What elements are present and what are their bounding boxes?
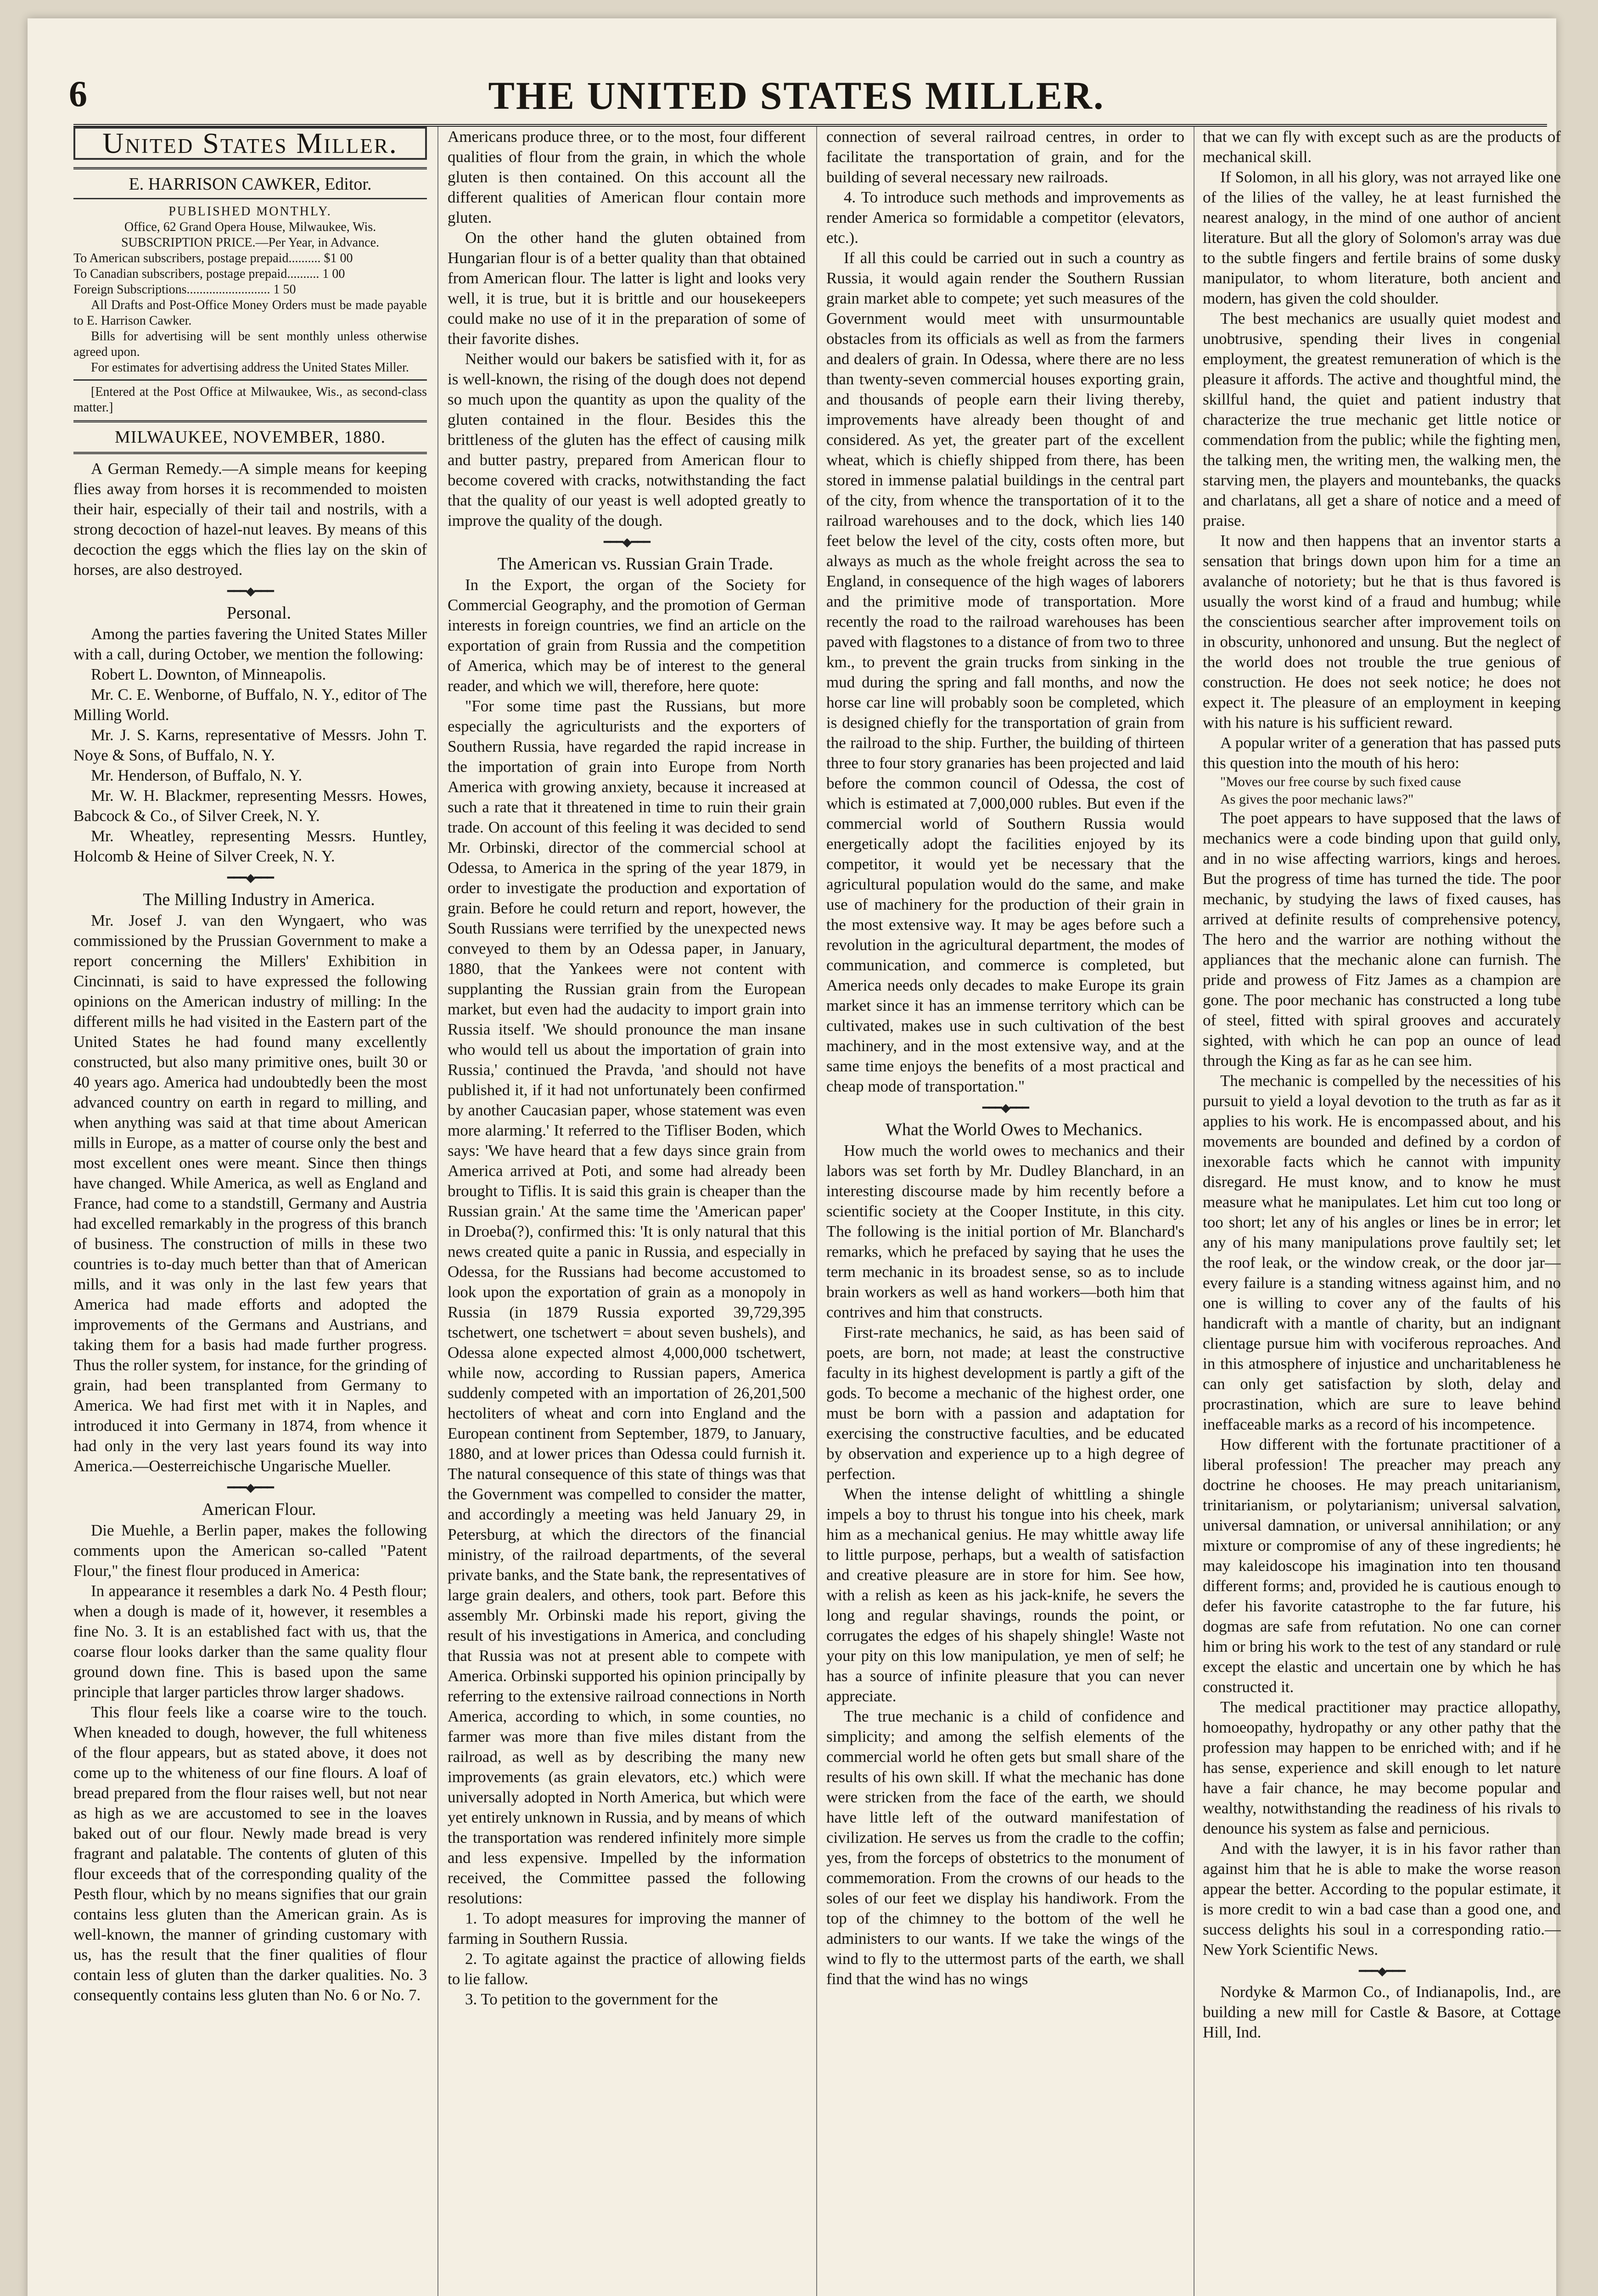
personal-item: Mr. C. E. Wenborne, of Buffalo, N. Y., editor of The Milling World. (73, 686, 427, 724)
article-paragraph: The poet appears to have supposed that the laws of mechanics were a code binding upon that guild only, and in no wise affecting warriors, kings and heroes. But the progress of time has turned the tide. The poor mechanic, by studying the laws of fixed causes, has arrived at definite results of comprehensive potency, The hero and the warrior are nothing without the appliances that the mechanic alone can furnish. The pride and prowess of Fitz James as a champion are gone. The poor mechanic has constructed a long tube of steel, fitted with spiral grooves and accurately sighted, with which he can pop an ounce of lead through the King as far as he can see him. (1203, 809, 1561, 1069)
article-paragraph: The mechanic is compelled by the necessities of his pursuit to yield a loyal devotion to the truth as far as it applies to his work. He is encompassed about, and his movements are bounded and defined by a cordon of inexorable facts which he cannot with impunity disregard. He must know, and to know he must measure what he manipulates. Let him cut too long or too short; let any of his angles or lines be in error; let any of his many manipulations prove faultily set; let the roof leak, or the window creak, or the door jar—every failure is a standing witness against him, and no one is willing to cover any of the faults of his handicraft with a mantle of charity, but an indignant clientage pursue him with vociferous reproaches. And in this atmosphere of injustice and uncharitableness he can only get satisfaction by sloth, delay and procrastination, which are sure to leave behind ineffaceable marks as a record of his incompetence. (1203, 1072, 1561, 1433)
masthead-title: THE UNITED STATES MILLER. (488, 73, 1105, 118)
section-flourish: ━━━◆━━━ (227, 585, 273, 598)
published-line: PUBLISHED MONTHLY. (168, 204, 332, 219)
article-paragraph: How different with the fortunate practitioner of a liberal profession! The preacher may preach any doctrine he chooses. He may preach unitarianism, trinitarianism, or polytarianism; universal salvation, universal damnation, or universal annihilation; or any mixture or compromise of any of these ingredients; he may kaleidoscope his imagination into ten thousand different forms; and, provided he is cautious enough to defer his favorite catastrophe to the far future, his dogmas are safe from refutation. No one can corner him or bring his work to the test of any standard or rule except the elastic and uncertain one by which he has constructed it. (1203, 1435, 1561, 1696)
article-paragraph: In appearance it resembles a dark No. 4 Pesth flour; when a dough is made of it, however, it resembles a fine No. 3. It is an established fact with us, that the coarse flour looks darker than the same quality flour ground down fine. This is based upon the same principle that larger particles throw larger shadows. (73, 1582, 427, 1701)
rate-canadian: To Canadian subscribers, postage prepaid.......... 1 00 (73, 267, 345, 281)
article-paragraph: This flour feels like a coarse wire to the touch. When kneaded to dough, however, the full whiteness of the flour appears, but as stated above, it does not come up to the whiteness of our fine flours. A loaf of bread prepared from the flour raises well, but not near as high as we are accustomed to see in the loaves baked out of our flour. Newly made bread is very fragrant and palatable. The contents of gluten of this flour exceeds that of the corresponding quality of the Pesth flour, which by no means signifies that our grain contains less gluten than the American grain. As is well-known, the manner of grinding customary with us, has the result that the finer qualities of flour contain less of gluten than the darker qualities. No. 3 consequently contains less gluten than No. 6 or No. 7. (73, 1703, 427, 2004)
column-4 (1203, 127, 1561, 2296)
personal-item: Mr. J. S. Karns, representative of Messrs. John T. Noye & Sons, of Buffalo, N. Y. (73, 726, 427, 764)
article-paragraph: Neither would our bakers be satisfied with it, for as is well-known, the rising of the dough does not depend so much upon the quantity as upon the quality of the gluten contained in the flour. Besides this the brittleness of the gluten has the effect of causing milk and butter pastry, prepared from American flour to become covered with cracks, notwithstanding the fact that the quality of our yeast is well adopted greatly to improve the quality of the dough. (448, 350, 806, 529)
article-paragraph: First-rate mechanics, he said, as has been said of poets, are born, not made; at least the constructive faculty in its highest development is partly a gift of the gods. To become a mechanic of the highest order, one must be born with a passion and adaptation for exercising the constructive faculties, and be educated by observation and experience up to a high degree of perfection. (826, 1323, 1184, 1483)
poem-line: "Moves our free course by such fixed cause (1220, 774, 1461, 789)
section-heading: The Milling Industry in America. (143, 890, 375, 909)
rule (73, 420, 427, 422)
article-paragraph: A popular writer of a generation that has passed puts this question into the mouth of his hero: (1203, 734, 1561, 772)
personal-item: Mr. Henderson, of Buffalo, N. Y. (91, 766, 303, 784)
article-paragraph: In the Export, the organ of the Society for Commercial Geography, and the promotion of German interests in foreign countries, we find an article on the exportation of grain from Russia and the competition of America, which may be of interest to the general reader, and which we will, therefore, here quote: (448, 576, 806, 695)
personal-item: Mr. W. H. Blackmer, representing Messrs. Howes, Babcock & Co., of Silver Creek, N. Y. (73, 787, 427, 825)
article-paragraph: connection of several railroad centres, in order to facilitate the transportation of grain, and for the building of several necessary new railroads. (826, 128, 1184, 186)
rule (73, 167, 427, 169)
page-header (46, 55, 1547, 118)
article-paragraph: The medical practitioner may practice allopathy, homoeopathy, hydropathy or any other pathy that the profession may happen to be enriched with; and if he has sense, experience and skill enough to let nature have a fair chance, he may become popular and wealthy, notwithstanding the readiness of his rivals to denounce his system as false and pernicious. (1203, 1698, 1561, 1837)
rule (73, 198, 427, 199)
dateline: MILWAUKEE, NOVEMBER, 1880. (115, 428, 386, 447)
section-flourish: ━━━◆━━━ (604, 535, 650, 549)
article-paragraph: How much the world owes to mechanics and their labors was set forth by Mr. Dudley Blanchard, in an interesting discourse made by him recently before a scientific society at the Cooper Institute, in this city. The following is the initial portion of Mr. Blanchard's remarks, which he prefaced by saying that he uses the term mechanic in its broadest sense, so as to include brain workers as well as hand workers—both him that contrives and him that constructs. (826, 1142, 1184, 1321)
article-paragraph: If all this could be carried out in such a country as Russia, it would again render the Southern Russian grain market able to compete; yet such measures of the Government would meet with unsurmountable obstacles from its officials as well as from the farmers and dealers of grain. In Odessa, where there are no less than twenty-seven commercial houses exporting grain, and thousands of people earn their living thereby, improvements have already been thought of and considered. As yet, the greater part of the excellent wheat, which is chiefly shipped from there, has been stored in immense palatial buildings in the central part of the city, from whence the transportation of it to the railroad warehouses and to the dock, which lies 140 feet below the level of the city, costs often more, but always as much as the whole freight across the sea to England, in consequence of the high wages of laborers and the primitive mode of transportation. More recently the road to the railroad warehouses has been paved with flagstones to a distance of from two to three km., to prevent the grain trucks from sinking in the mud during the spring and fall months, and now the horse car line will probably soon be completed, which is designed chiefly for the transportation of grain from the railroad to the ship. Further, the building of thirteen three to four story granaries has been projected and laid before the common council of Odessa, the cost of which is estimated at 7,000,000 rubles. But even if the commercial world of Southern Russia would energetically adopt the facilities enjoyed by its competitor, it would yet be necessary that the agricultural population would do the same, and make use of machinery for the production of their grain in the most extensive way. It may be ages before such a revolution in the agricultural department, the modes of communication, and commerce is completed, but America needs only decades to make Europe its grain market since it has an immense territory which can be cultivated, makes use in such cultivation of the best machinery, and in the most extensive way, and at the same time enjoys the benefits of a most practical and cheap mode of transportation." (826, 249, 1184, 1095)
article-paragraph: When the intense delight of whittling a shingle impels a boy to thrust his tongue into his cheek, mark him as a mechanical genius. He may whittle away life to little purpose, perhaps, but a wealth of satisfaction and creative pleasure are in store for him. See how, with a relish as keen as his jack-knife, he severs the long and regular shavings, rounds the point, or corrugates the edges of his shapely shingle! Waste not your pity on this low manipulation, ye men of self; he has a source of infinite pleasure that you can never appreciate. (826, 1485, 1184, 1705)
article-paragraph: Mr. Josef J. van den Wyngaert, who was commissioned by the Prussian Government to make a report concerning the Millers' Exhibition in Cincinnati, is said to have expressed the following opinions on the American industry of milling: In the different mills he had visited in the Eastern part of the United States he had found many excellently constructed, but also many primitive ones, built 30 or 40 years ago. America had undoubtedly been the most advanced country on earth in regard to milling, and when anything was said at that time about American mills in Europe, as a matter of course only the best and most excellent ones were meant. Since then things have changed. While America, as well as England and France, had come to a standstill, Germany and Austria had excelled remarkably in the progress of this branch of business. The construction of mills in these two countries is to-day much better than that of American mills, and it was only in the last few years that America had made efforts and adopted the improvements of the Germans and Austrians, and taking them for a basis had made further progress. Thus the roller system, for instance, for the grinding of grain, had been transplanted from Germany to America. We had first met with it in Naples, and introduced it into Germany in 1874, from whence it had only in the very last years found its way into America.—Oesterreichische Ungarische Mueller. (73, 912, 427, 1475)
article-paragraph: "For some time past the Russians, but more especially the agriculturists and the exporters of Southern Russia, have regarded the rapid increase in the importation of grain into Europe from North America with growing anxiety, because it increased at such a rate that it threatened in time to ruin their grain trade. On account of this feeling it was decided to send Mr. Orbinski, director of the commercial school at Odessa, to America in the spring of the year 1879, in order to investigate the production and exportation of grain. Before he could return and report, however, the South Russians were terrified by the unexpected news conveyed to them by an Odessa paper, in January, 1880, that the Yankees were not content with supplanting the Russian grain from the European market, but even had the audacity to import grain into Russia itself. 'We should pronounce the man insane who would tell us about the importation of grain into Russia,' continued the Pravda, 'and should not have published it, if it had not unfortunately been confirmed by another Caucasian paper, whose statement was even more alarming.' It referred to the Tifliser Boden, which says: 'We have heard that a few days since grain from America arrived at Poti, and some had already been brought to Tiflis. It is said this grain is cheaper than the Russian grain.' At the same time the 'American paper' in Droeba(?), confirmed this: 'It is only natural that this news created quite a panic in Russia, and especially in Odessa, for the Russians had become accustomed to look upon the exportation of grain as a monopoly in Russia (in 1879 Russia exported 39,729,395 tschetwert, one tschetwert = about seven bushels), and Odessa alone expected almost 4,000,000 tschetwert, while now, according to Russian papers, America suddenly competed with an importation of 26,201,500 hectoliters of wheat and corn into England and the European continent from September, 1879, to January, 1880, and at lower prices than Odessa could furnish it. The natural consequence of this state of things was that the Government was compelled to consider the matter, and accordingly a meeting was held January 29, in Petersburg, at which the directors of the financial ministry, of the railroad departments, of the several private banks, and the State bank, the representatives of large grain dealers, and others, took part. Before this assembly Mr. Orbinski made his report, giving the result of his investigations in America, and concluding that Russia was not at present able to compete with America. Orbinski supported his opinion principally by referring to the extensive railroad connections in North America, according to which, in some counties, no farmer was more than five miles distant from the railroad, as well as by describing the many new improvements (as grain elevators, etc.) which were universally adopted in North America, but which were yet entirely unknown in Russia, and by means of which the transportation was rendered infinitely more simple and less expensive. Impelled by the information received, the Committee passed the following resolutions: (448, 697, 806, 1907)
section-flourish: ━━━◆━━━ (1359, 1964, 1405, 1978)
article-paragraph: It now and then happens that an inventor starts a sensation that brings down upon him for a time an avalanche of notoriety; but he that is thus favored is usually the worst kind of a fraud and humbug; while the conscientious searcher after improvement toils on in obscurity, unhonored and unsung. But the neglect of the world does not trouble the true genious of construction. He does not seek notice; he does not expect it. The pleasure of an employment in keeping with his nature is his sufficient reward. (1203, 532, 1561, 732)
section-heading: The American vs. Russian Grain Trade. (497, 554, 774, 574)
article-paragraph: Nordyke & Marmon Co., of Indianapolis, Ind., are building a new mill for Castle & Basore, at Cottage Hill, Ind. (1203, 1983, 1561, 2041)
article-paragraph: The best mechanics are usually quiet modest and unobtrusive, spending their lives in congenial employment, the greatest remuneration of which is the pleasure it affords. The active and thoughtful mind, the skillful hand, the quiet and patient industry that characterize the true mechanic get little notice or commendation from the public; while the fighting men, the talking men, the writing men, the walking men, the starving men, the players and mountebanks, the quacks and charlatans, all get a share of notice and a meed of praise. (1203, 310, 1561, 529)
notice: All Drafts and Post-Office Money Orders must be made payable to E. Harrison Cawker. (73, 298, 427, 328)
article-paragraph: that we can fly with except such as are the products of mechanical skill. (1203, 128, 1561, 166)
resolution-item: 1. To adopt measures for improving the manner of farming in Southern Russia. (448, 1909, 806, 1947)
editor-line: E. HARRISON CAWKER, Editor. (129, 174, 372, 194)
article-paragraph: The true mechanic is a child of confidence and simplicity; and among the selfish elements of the commercial world he often gets but small share of the results of his own skill. If what the mechanic has done were stricken from the face of the earth, we should have little left of the outward manifestation of civilization. He serves us from the cradle to the coffin; yes, from the forceps of obstetrics to the monument of commemoration. From the crowns of our heads to the soles of our feet we display his handiwork. From the top of the chimney to the bottom of the well he administers to our wants. If we take the wings of the wind to fly to the uttermost parts of the earth, we shall find that the wind has no wings (826, 1707, 1184, 1988)
section-heading: Personal. (226, 603, 292, 623)
rule (73, 452, 427, 454)
resolution-item: 4. To introduce such methods and improvements as render America so formidable a competitor (elevators, etc.). (826, 188, 1184, 247)
poem-line: As gives the poor mechanic laws?" (1220, 792, 1414, 807)
section-flourish: ━━━◆━━━ (227, 871, 273, 884)
office-line: Office, 62 Grand Opera House, Milwaukee, Wis. (124, 220, 376, 234)
page-number: 6 (69, 74, 87, 114)
column-1 (73, 127, 427, 2296)
personal-item: Mr. Wheatley, representing Messrs. Huntley, Holcomb & Heine of Silver Creek, N. Y. (73, 827, 427, 865)
section-heading: What the World Owes to Mechanics. (886, 1120, 1143, 1139)
article-paragraph: If Solomon, in all his glory, was not arrayed like one of the lilies of the valley, he at least furnished the nearest analogy, in the mind of one author of ancient literature. But all the glory of Solomon's array was due to the subtle fingers and fertile brains of some dusky manipulator, to whom literature, both ancient and modern, has given the cold shoulder. (1203, 168, 1561, 307)
column-divider (437, 127, 438, 2296)
subscription-line: SUBSCRIPTION PRICE.—Per Year, in Advance. (121, 236, 379, 250)
article-paragraph: On the other hand the gluten obtained from Hungarian flour is of a better quality than that obtained from American flour. The latter is light and looks very well, it is true, but it is brittle and our housekeepers could make no use of it in the preparation of some of their favorite dishes. (448, 229, 806, 348)
resolution-item: 3. To petition to the government for the (465, 1990, 718, 2008)
resolution-item: 2. To agitate against the practice of allowing fields to lie fallow. (448, 1950, 806, 1988)
newspaper-page (28, 18, 1561, 2296)
notice: Bills for advertising will be sent monthly unless otherwise agreed upon. (73, 329, 427, 359)
column-3 (826, 127, 1184, 2296)
entered-notice: [Entered at the Post Office at Milwaukee, Wis., as second-class matter.] (73, 385, 427, 415)
notice: For estimates for advertising address the United States Miller. (91, 360, 409, 375)
article-paragraph: Die Muehle, a Berlin paper, makes the following comments upon the American so-called "Patent Flour," the finest flour produced in America: (73, 1521, 427, 1580)
rate-foreign: Foreign Subscriptions.......................... 1 50 (73, 282, 296, 297)
rate-american: To American subscribers, postage prepaid.......... $1 00 (73, 251, 353, 265)
column-divider (816, 127, 817, 2296)
section-heading: American Flour. (202, 1500, 316, 1519)
article-paragraph: A German Remedy.—A simple means for keeping flies away from horses it is recommended to moisten their hair, especially of their tail and nostrils, with a strong decoction of hazel-nut leaves. By means of this decoction the eggs which the flies lay on the skin of horses, are also destroyed. (73, 460, 427, 579)
column-2 (448, 127, 806, 2296)
section-flourish: ━━━◆━━━ (982, 1101, 1028, 1114)
rule (73, 379, 427, 381)
article-paragraph: And with the lawyer, it is in his favor rather than against him that he is able to make the worse reason appear the better. According to the popular estimate, it is more credit to win a bad case than a good one, and success delights his soul in a corresponding ratio.—New York Scientific News. (1203, 1840, 1561, 1958)
article-paragraph: Among the parties favering the United States Miller with a call, during October, we mention the following: (73, 625, 427, 663)
personal-item: Robert L. Downton, of Minneapolis. (91, 665, 326, 683)
article-paragraph: Americans produce three, or to the most, four different qualities of flour from the grain, in which the whole gluten is then contained. On this account all the different qualities of American flour contain more gluten. (448, 128, 806, 226)
section-flourish: ━━━◆━━━ (227, 1481, 273, 1494)
masthead-box: United States Miller. (73, 127, 427, 160)
